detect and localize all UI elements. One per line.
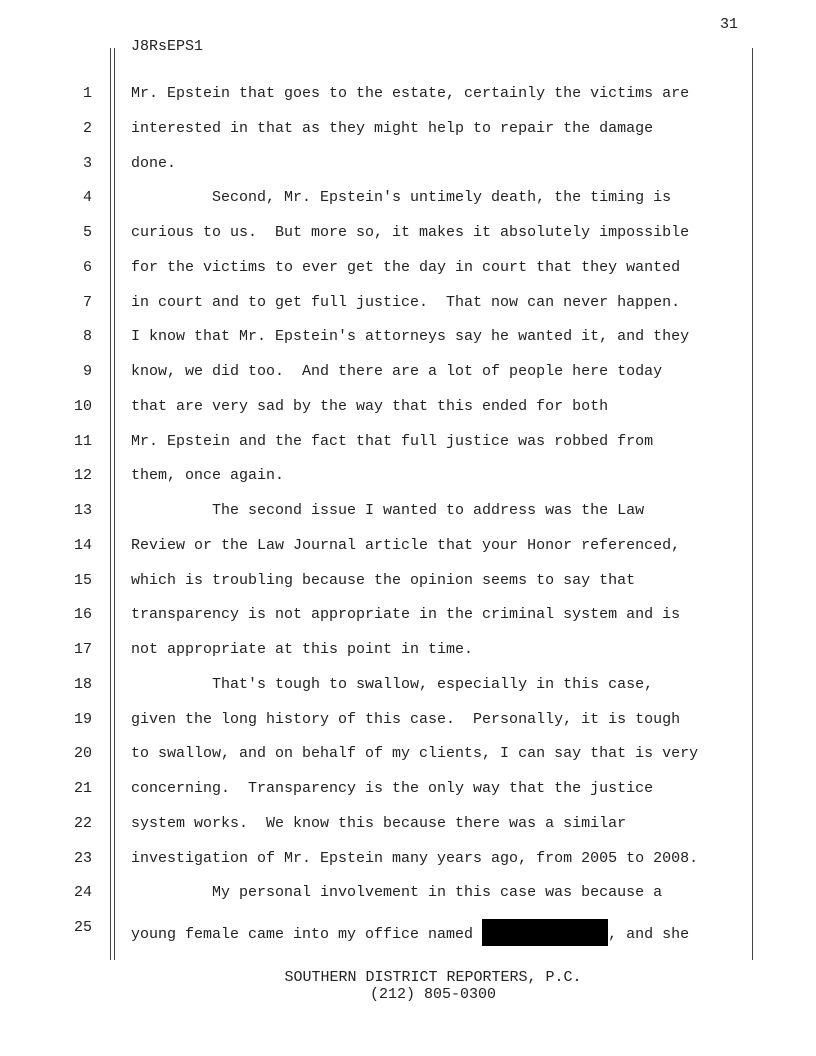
line-number: 19	[73, 710, 92, 728]
transcript-line	[0, 426, 816, 461]
transcript-body	[0, 78, 816, 947]
line-text-redacted	[131, 919, 689, 946]
transcript-line	[0, 738, 816, 773]
line-number: 18	[73, 675, 92, 693]
line-text: curious to us. But more so, it makes it absolutely impossible	[131, 224, 690, 241]
line-number: 9	[82, 363, 92, 380]
line-number: 7	[82, 293, 92, 311]
line-text: Second, Mr. Epstein's untimely death, the timing is	[131, 189, 672, 207]
line-text: them, once again.	[131, 467, 285, 485]
line-number: 6	[82, 258, 92, 276]
line-text: concerning. Transparency is the only way that the justice	[131, 780, 654, 797]
line-text: done.	[131, 154, 177, 172]
transcript-line	[0, 460, 816, 495]
line-number: 1	[82, 85, 92, 102]
transcript-line	[0, 877, 816, 912]
line-text-before-redaction: young female came into my office named	[131, 926, 483, 943]
transcript-line	[0, 78, 816, 113]
line-text: transparency is not appropriate in the criminal system and is	[131, 606, 681, 624]
redaction-block	[482, 919, 608, 946]
line-number: 11	[73, 432, 92, 450]
line-text: that are very sad by the way that this ended for both	[131, 397, 609, 415]
line-text-after-redaction: , and she	[608, 926, 690, 943]
line-text: to swallow, and on behalf of my clients, I can say that is very	[131, 745, 699, 763]
line-number: 3	[82, 154, 92, 172]
line-text: Mr. Epstein that goes to the estate, certainly the victims are	[131, 85, 690, 102]
line-text: given the long history of this case. Personally, it is tough	[131, 710, 681, 728]
line-text: for the victims to ever get the day in court that they wanted	[131, 258, 681, 276]
transcript-line	[0, 182, 816, 217]
line-number: 24	[73, 884, 92, 902]
line-number: 25	[73, 919, 92, 936]
transcript-line	[0, 843, 816, 878]
transcript-line	[0, 148, 816, 183]
line-number: 14	[73, 536, 92, 554]
transcript-line	[0, 634, 816, 669]
line-text: Mr. Epstein and the fact that full justice was robbed from	[131, 432, 654, 450]
line-number: 12	[73, 467, 92, 485]
line-number: 22	[73, 814, 92, 832]
case-identifier: J8RsEPS1	[131, 38, 204, 55]
transcript-line	[0, 912, 816, 947]
transcript-line	[0, 530, 816, 565]
line-text: The second issue I wanted to address was the Law	[131, 502, 645, 519]
line-text: not appropriate at this point in time.	[131, 641, 474, 658]
transcript-line	[0, 113, 816, 148]
transcript-line	[0, 356, 816, 391]
reporter-name: SOUTHERN DISTRICT REPORTERS, P.C.	[284, 969, 582, 986]
line-number: 13	[73, 502, 92, 519]
transcript-line	[0, 704, 816, 739]
line-text: know, we did too. And there are a lot of people here today	[131, 363, 663, 380]
reporter-phone: (212) 805-0300	[369, 986, 497, 1003]
line-number: 17	[73, 641, 92, 658]
line-text: Review or the Law Journal article that your Honor referenced,	[131, 536, 681, 554]
line-number: 2	[82, 119, 92, 137]
line-number: 16	[73, 606, 92, 624]
transcript-line	[0, 217, 816, 252]
line-text: That's tough to swallow, especially in this case,	[131, 675, 654, 693]
transcript-line	[0, 808, 816, 843]
line-text: which is troubling because the opinion seems to say that	[131, 571, 636, 589]
transcript-line	[0, 669, 816, 704]
line-text: I know that Mr. Epstein's attorneys say he wanted it, and they	[131, 328, 690, 346]
transcript-line	[0, 252, 816, 287]
line-number: 10	[73, 397, 92, 415]
transcript-line	[0, 773, 816, 808]
line-number: 8	[82, 328, 92, 346]
line-number: 20	[73, 745, 92, 763]
transcript-line	[0, 495, 816, 530]
line-number: 5	[82, 224, 92, 241]
line-text: in court and to get full justice. That now can never happen.	[131, 293, 681, 311]
transcript-line	[0, 565, 816, 600]
transcript-line	[0, 287, 816, 322]
line-text: system works. We know this because there was a similar	[131, 814, 627, 832]
line-number: 15	[73, 571, 92, 589]
line-number: 23	[73, 849, 92, 867]
line-text: interested in that as they might help to repair the damage	[131, 119, 654, 137]
line-number: 4	[82, 189, 92, 207]
transcript-line	[0, 321, 816, 356]
line-text: My personal involvement in this case was because a	[131, 884, 663, 902]
transcript-line	[0, 391, 816, 426]
transcript-line	[0, 599, 816, 634]
line-number: 21	[73, 780, 92, 797]
line-text: investigation of Mr. Epstein many years ago, from 2005 to 2008.	[131, 849, 699, 867]
reporter-footer	[0, 969, 816, 1003]
page-number: 31	[720, 16, 739, 33]
